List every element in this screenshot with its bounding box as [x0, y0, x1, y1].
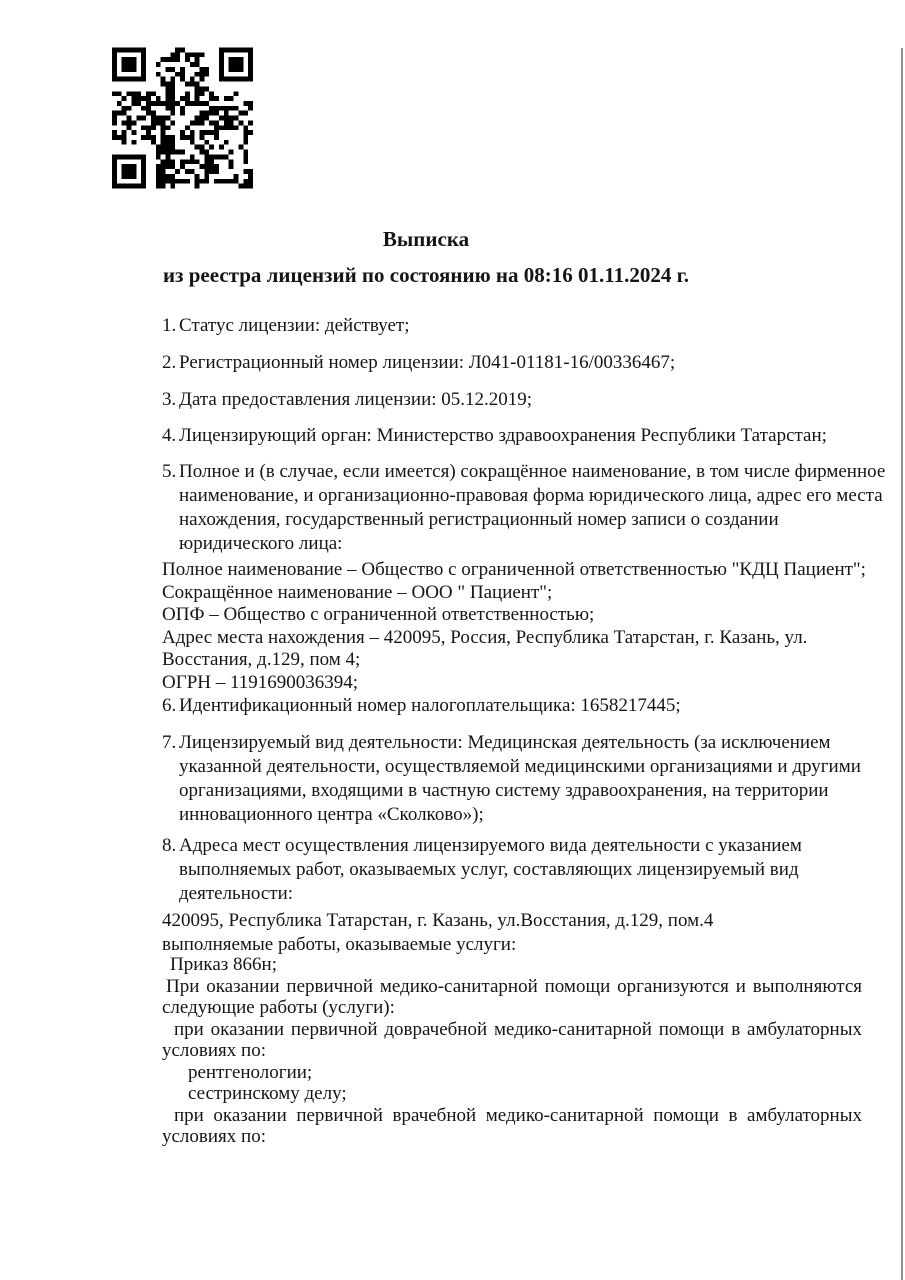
org-details-block: [162, 559, 866, 694]
works-block: [162, 954, 862, 1148]
works-line: следующие работы (услуги):: [162, 997, 395, 1018]
item-licensing-authority: [162, 424, 862, 448]
item-number: 8.: [162, 835, 177, 856]
item-org-name-heading: [162, 460, 886, 556]
item-grant-date: [162, 388, 862, 412]
page-subtitle: из реестра лицензий по состоянию на 08:16 01.11.2024 г.: [162, 263, 690, 287]
item-license-status: [162, 314, 862, 338]
works-line: условиях по:: [162, 1040, 266, 1061]
item-number: 3.: [162, 389, 177, 410]
works-services-label: выполняемые работы, оказываемые услуги:: [162, 934, 517, 955]
works-line: При оказании первичной медико-санитарной помощи организуются и выполняются: [166, 975, 862, 997]
item-registration-number: [162, 351, 862, 375]
page-right-border: [901, 48, 903, 1280]
item-text: наименование, и организационно-правовая форма юридического лица, адрес его места: [179, 485, 883, 506]
works-line: при оказании первичной доврачебной медико-санитарной помощи в амбулаторных: [174, 1018, 862, 1040]
org-full-name: Полное наименование – Общество с ограниченной ответственностью "КДЦ Пациент";: [162, 559, 866, 580]
works-line: условиях по:: [162, 1126, 266, 1147]
item-licensed-activity: [162, 731, 862, 827]
works-line: при оказании первичной врачебной медико-санитарной помощи в амбулаторных: [174, 1104, 862, 1126]
item-text: Регистрационный номер лицензии: Л041-01181-16/00336467;: [179, 352, 676, 373]
item-text: выполняемых работ, оказываемых услуг, составляющих лицензируемый вид: [179, 859, 799, 880]
item-text: Статус лицензии: действует;: [179, 315, 410, 336]
item-text: указанной деятельности, осуществляемой медицинскими организациями и другими: [179, 756, 861, 777]
works-line: рентгенологии;: [188, 1061, 313, 1083]
qr-code-image: [112, 45, 253, 191]
item-number: 6.: [162, 695, 177, 716]
item-text: Адреса мест осуществления лицензируемого вида деятельности с указанием: [179, 835, 802, 856]
item-number: 5.: [162, 461, 177, 482]
item-text: юридического лица:: [179, 533, 343, 554]
item-text: деятельности:: [179, 883, 294, 904]
item-text: Идентификационный номер налогоплательщика: 1658217445;: [179, 695, 681, 716]
org-ogrn: ОГРН – 1191690036394;: [162, 671, 359, 693]
item-text: инновационного центра «Сколково»);: [179, 804, 484, 825]
item-text: нахождения, государственный регистрационный номер записи о создании: [179, 509, 779, 530]
item-taxpayer-number: [162, 694, 862, 718]
item-text: Лицензирующий орган: Министерство здравоохранения Республики Татарстан;: [179, 425, 827, 446]
item-text: организациями, входящими в частную систему здравоохранения, на территории: [179, 780, 829, 801]
page-title: Выписка: [382, 227, 470, 251]
item-number: 7.: [162, 732, 177, 753]
address-block: [162, 909, 862, 957]
item-text: Дата предоставления лицензии: 05.12.2019;: [179, 389, 533, 410]
works-line: сестринскому делу;: [188, 1083, 347, 1104]
item-number: 1.: [162, 315, 177, 336]
org-short-name: Сокращённое наименование – ООО " Пациент";: [162, 581, 553, 603]
item-text: Полное и (в случае, если имеется) сокращённое наименование, в том числе фирменное: [179, 461, 886, 482]
qr-code: [112, 45, 253, 191]
order-reference: Приказ 866н;: [170, 954, 277, 975]
org-legal-form: ОПФ – Общество с ограниченной ответственностью;: [162, 604, 595, 625]
org-address-line: Восстания, д.129, пом 4;: [162, 649, 361, 670]
item-number: 2.: [162, 352, 177, 373]
item-number: 4.: [162, 425, 177, 446]
item-activity-addresses: [162, 834, 862, 906]
item-text: Лицензируемый вид деятельности: Медицинская деятельность (за исключением: [179, 732, 831, 753]
org-address-line: Адрес места нахождения – 420095, Россия, Республика Татарстан, г. Казань, ул.: [162, 626, 808, 648]
activity-address: 420095, Республика Татарстан, г. Казань, ул.Восстания, д.129, пом.4: [162, 910, 714, 931]
